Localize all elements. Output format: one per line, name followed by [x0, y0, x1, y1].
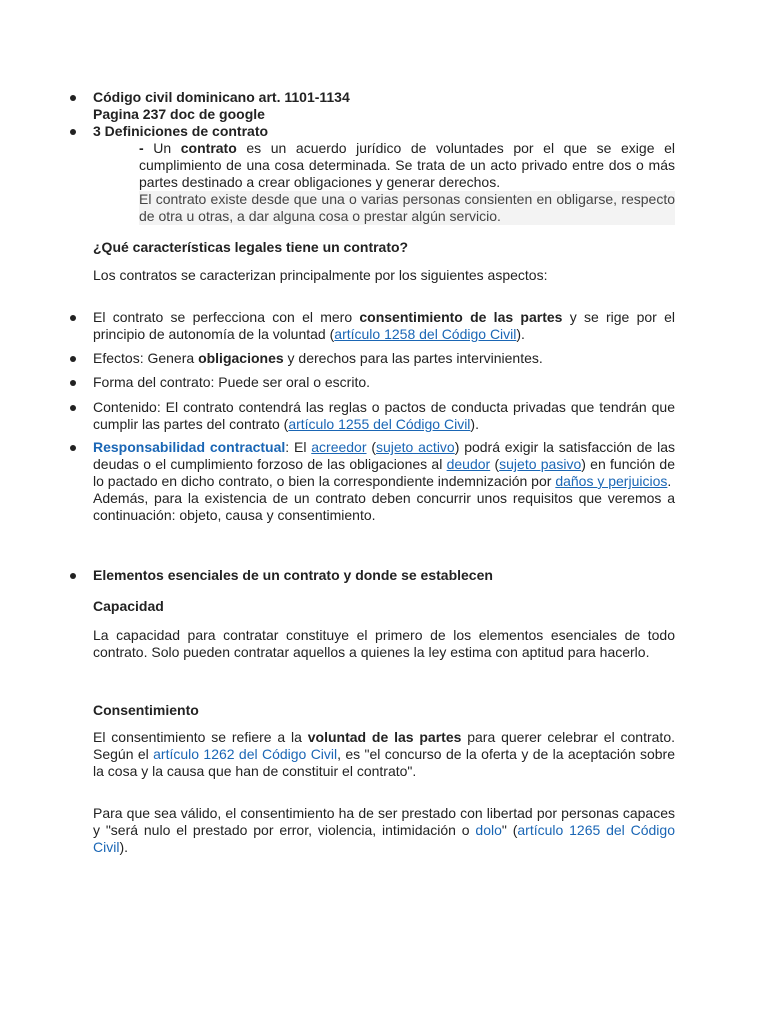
capacidad-title: Capacidad	[93, 598, 164, 614]
bullet-dot	[70, 573, 76, 579]
bullet-dot	[70, 315, 76, 321]
responsabilidad-term[interactable]: Responsabilidad contractual	[93, 439, 286, 455]
definitions-heading: 3 Definiciones de contrato	[93, 123, 269, 139]
capacidad-text: La capacidad para contratar constituye el primero de los elementos esenciales de todo contrato. Solo pueden contratar aquellos a quienes la ley estima con aptitud para hacerlo.	[93, 627, 675, 660]
requisitos-paragraph: Además, para la existencia de un contrato deben concurrir unos requisitos que veremos a continuación: objeto, causa y consentimiento.	[93, 490, 675, 523]
link-dolo[interactable]: dolo	[475, 822, 502, 838]
elements-heading: Elementos esenciales de un contrato y donde se establecen	[93, 567, 493, 583]
intro-text: Los contratos se caracterizan principalmente por los siguientes aspectos:	[93, 267, 548, 283]
question-heading: ¿Qué características legales tiene un contrato?	[93, 239, 409, 255]
link-acreedor[interactable]: acreedor	[311, 439, 367, 455]
bullet-dot	[70, 445, 76, 451]
link-articulo-1255[interactable]: artículo 1255 del Código Civil	[288, 416, 471, 432]
link-articulo-1265[interactable]: artículo 1265 del Código Civil	[93, 822, 675, 855]
source-reference: Código civil dominicano art. 1101-1134	[93, 89, 350, 105]
consentimiento-title: Consentimiento	[93, 702, 199, 718]
bullet-dot	[70, 356, 76, 362]
definition-highlight: El contrato existe desde que una o varias personas consienten en obligarse, respecto de otra u otras, a dar alguna cosa o prestar algún servicio.	[139, 191, 675, 224]
bullet-dot	[70, 95, 76, 101]
document-page: Código civil dominicano art. 1101-1134 Pagina 237 doc de google 3 Definiciones de contrato - Un contrato es un acuerdo jurídico de voluntades por el que se exige el cumplimiento de una cosa determinada. Se trata de un acto privado entre dos o más partes destinado a crear obligaciones y generar derechos. El contrato existe desde que una o varias personas consienten en obligarse, respecto de otra u otras, a dar alguna cosa o prestar algún servicio. ¿Qué características legales tiene un contrato? Los contratos se caracterizan principalmente por los siguientes aspectos: El contrato se perfecciona con el mero consentimiento de las partes y se rige por el principio de autonomía de la voluntad (artículo 1258 del Código Civil). Efectos: Genera obligaciones y derechos para las partes intervinientes. Forma del contrato: Puede ser oral o escrito. Contenido: El contrato contendrá las reglas o pactos de conducta privadas que tendrán que cumplir las partes del contrato (artículo 1255 del Código Civil). Responsabilidad contractual: El acreedor (sujeto activo) podrá exigir la satisfacción de las deudas o el cumplimiento forzoso de las obligaciones al deudor (sujeto pasivo) en función de lo pactado en dicho contrato, o bien la correspondiente indemnización por daños y perjuicios. Además, para la existencia de un contrato deben concurrir unos requisitos que veremos a continuación: objeto, causa y consentimiento. Elementos esenciales de un contrato y donde se establecen Capacidad La capacidad para contratar constituye el primero de los elementos esenciales de todo contrato. Solo pueden contratar aquellos a quienes la ley estima con aptitud para hacerlo. Consentimiento El consentimiento se refiere a la voluntad de las partes para querer celebrar el contrato. Según el artículo 1262 del Código Civil, es "el concurso de la oferta y de la aceptación sobre la cosa y la causa que han de constituir el contrato". Para que sea válido, el consentimiento ha de ser prestado con libertad por personas capaces y "será nulo el prestado por error, violencia, intimidación o dolo" (artículo 1265 del Código Civil).	[0, 0, 768, 1024]
link-deudor[interactable]: deudor	[446, 456, 491, 472]
definition-paragraph: - Un contrato es un acuerdo jurídico de voluntades por el que se exige el cumplimiento de una cosa determinada. Se trata de un acto privado entre dos o más partes destinado a crear obligaciones y generar derechos.	[139, 140, 675, 190]
definition-block	[139, 140, 675, 225]
bullet-dot	[70, 405, 76, 411]
bullet-dot	[70, 380, 76, 386]
link-danos-perjuicios[interactable]: daños y perjuicios	[555, 473, 668, 489]
page-reference: Pagina 237 doc de google	[93, 106, 265, 122]
link-articulo-1262[interactable]: artículo 1262 del Código Civil	[153, 746, 338, 762]
consentimiento-text-1: El consentimiento se refiere a la voluntad de las partes para querer celebrar el contrato. Según el artículo 1262 del Código Civil, es "el concurso de la oferta y de la aceptación sobre la cosa y la causa que han de constituir el contrato".	[93, 729, 675, 779]
link-articulo-1258[interactable]: artículo 1258 del Código Civil	[334, 326, 517, 342]
link-sujeto-activo[interactable]: sujeto activo	[375, 439, 455, 455]
consentimiento-text-2: Para que sea válido, el consentimiento ha de ser prestado con libertad por personas capaces y "será nulo el prestado por error, violencia, intimidación o dolo" (artículo 1265 del Código Civil).	[93, 805, 675, 855]
bullet-dot	[70, 129, 76, 135]
link-sujeto-pasivo[interactable]: sujeto pasivo	[499, 456, 582, 472]
